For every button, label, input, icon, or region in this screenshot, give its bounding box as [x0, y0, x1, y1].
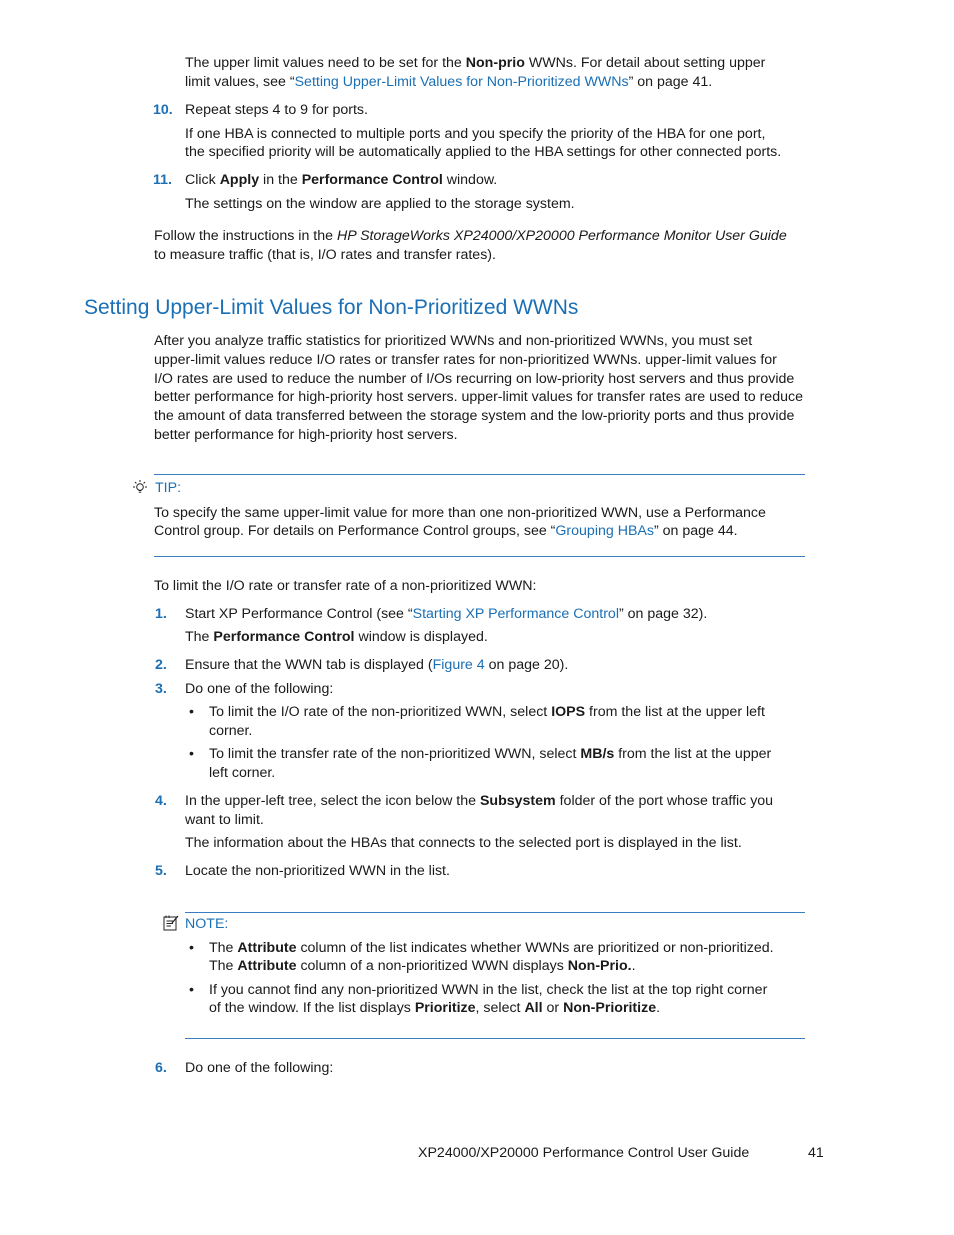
bold-term: MB/s [580, 746, 615, 762]
text: ” on page 32). [618, 606, 708, 622]
text: column of a non-prioritized WWN displays [296, 958, 568, 974]
text: . [631, 958, 636, 974]
text: window. [442, 172, 498, 188]
step-detail [185, 628, 488, 647]
bold-term: Non-Prio. [567, 958, 632, 974]
step-text: Locate the non-prioritized WWN in the list. [185, 863, 450, 879]
step-number: 6. [155, 1060, 167, 1076]
text: or [542, 1000, 564, 1016]
note-label: NOTE: [185, 916, 229, 932]
text: column of the list indicates whether WWNs are prioritized or non-prioritized. [296, 940, 774, 956]
text: The upper limit values need to be set for the [185, 55, 466, 71]
text: ” on page 41. [628, 74, 713, 90]
note-bottom-rule [185, 1038, 805, 1039]
step-detail: The settings on the window are applied to the storage system. [185, 196, 575, 212]
continuation-line-1 [185, 54, 765, 73]
bold-term: Apply [219, 172, 260, 188]
bullet-text [209, 703, 765, 722]
note-top-rule [185, 912, 805, 913]
bold-term: Performance Control [213, 629, 355, 645]
text: The [209, 958, 238, 974]
page-number: 41 [808, 1145, 824, 1161]
bold-term: Non-prio [465, 55, 525, 71]
bold-term: Prioritize [414, 1000, 476, 1016]
notepad-icon [162, 914, 180, 932]
step-text [185, 792, 773, 811]
step-text: Repeat steps 4 to 9 for ports. [185, 102, 368, 118]
bold-term: Performance Control [301, 172, 443, 188]
step-number: 10. [153, 102, 173, 118]
text: Click [185, 172, 220, 188]
text: , select [475, 1000, 525, 1016]
intro-line: I/O rates are used to reduce the number of I/Os recurring on low-priority host servers and thus provide [154, 371, 795, 387]
intro-line: the amount of data transferred between the storage system and the low-priority ports and thus provide [154, 408, 795, 424]
figure-link[interactable]: Figure 4 [432, 657, 485, 673]
step-detail: If one HBA is connected to multiple ports and you specify the priority of the HBA for one port, [185, 126, 766, 142]
bullet-text: corner. [209, 723, 253, 739]
bold-term: All [524, 1000, 543, 1016]
step-number: 2. [155, 657, 167, 673]
note-bullet-text [209, 939, 774, 958]
intro-line: better performance for high-priority host servers. [154, 427, 458, 443]
note-bullet-text [209, 999, 660, 1018]
intro-line: After you analyze traffic statistics for prioritized WWNs and non-prioritized WWNs, you must set [154, 333, 753, 349]
text: The [209, 940, 238, 956]
tip-text-line-2 [154, 522, 738, 541]
cross-reference-link[interactable]: Starting XP Performance Control [412, 606, 619, 622]
step-number: 1. [155, 606, 167, 622]
step-detail: the specified priority will be automatically applied to the HBA settings for other connected ports. [185, 144, 782, 160]
step-text [185, 605, 707, 624]
section-heading: Setting Upper-Limit Values for Non-Prioritized WWNs [84, 296, 579, 319]
text: on page 20). [484, 657, 569, 673]
step-number: 4. [155, 793, 167, 809]
note-bullet-text [209, 957, 636, 976]
bullet-text: left corner. [209, 765, 276, 781]
bullet-text [209, 745, 771, 764]
text: To limit the transfer rate of the non-prioritized WWN, select [209, 746, 581, 762]
bold-term: Attribute [237, 940, 297, 956]
text: Follow the instructions in the [154, 228, 337, 244]
step-text: want to limit. [185, 812, 264, 828]
step-number: 3. [155, 681, 167, 697]
text: window is displayed. [354, 629, 488, 645]
step-text [185, 656, 568, 675]
follow-paragraph-line-2: to measure traffic (that is, I/O rates and transfer rates). [154, 247, 496, 263]
intro-line: upper-limit values reduce I/O rates or transfer rates for non-prioritized WWNs. upper-limit values for [154, 352, 777, 368]
step-text: Do one of the following: [185, 1060, 334, 1076]
text: Start XP Performance Control (see “ [185, 606, 413, 622]
note-bullet-text: If you cannot find any non-prioritized WWN in the list, check the list at the top right corner [209, 982, 768, 998]
text: The [185, 629, 214, 645]
cross-reference-link[interactable]: Setting Upper-Limit Values for Non-Prioritized WWNs [294, 74, 629, 90]
bullet: • [189, 746, 194, 762]
guide-title: HP StorageWorks XP24000/XP20000 Performance Monitor User Guide [336, 228, 787, 244]
continuation-line-2 [185, 73, 712, 92]
text: In the upper-left tree, select the icon below the [185, 793, 480, 809]
bullet: • [189, 704, 194, 720]
lightbulb-icon [131, 479, 149, 497]
step-text: Do one of the following: [185, 681, 334, 697]
tip-bottom-rule [154, 556, 805, 557]
text: from the list at the upper left [585, 704, 765, 720]
tip-text-line-1: To specify the same upper-limit value for more than one non-prioritized WWN, use a Performance [154, 505, 766, 521]
step-detail: The information about the HBAs that connects to the selected port is displayed in the list. [185, 835, 742, 851]
bold-term: IOPS [551, 704, 586, 720]
text: from the list at the upper [614, 746, 772, 762]
footer-guide-title: XP24000/XP20000 Performance Control User Guide [418, 1145, 750, 1161]
cross-reference-link[interactable]: Grouping HBAs [555, 523, 654, 539]
step-number: 11. [153, 172, 172, 188]
step-text [185, 171, 497, 190]
bullet: • [189, 940, 194, 956]
bullet: • [189, 982, 194, 998]
text: in the [259, 172, 302, 188]
follow-paragraph-line-1 [154, 227, 787, 246]
bold-term: Non-Prioritize [563, 1000, 657, 1016]
text: To limit the I/O rate of the non-prioritized WWN, select [209, 704, 552, 720]
text: limit values, see “ [185, 74, 295, 90]
intro-line: better performance for high-priority host servers. upper-limit values for transfer rates are used to reduce [154, 389, 803, 405]
text: Ensure that the WWN tab is displayed ( [185, 657, 433, 673]
tip-label: TIP: [155, 480, 182, 496]
step-number: 5. [155, 863, 167, 879]
text: of the window. If the list displays [209, 1000, 415, 1016]
text: WWNs. For detail about setting upper [524, 55, 766, 71]
bold-term: Attribute [237, 958, 297, 974]
bold-term: Subsystem [479, 793, 556, 809]
text: Control group. For details on Performance Control groups, see “ [154, 523, 556, 539]
text: ” on page 44. [653, 523, 738, 539]
text: . [656, 1000, 661, 1016]
procedure-lead: To limit the I/O rate or transfer rate of a non-prioritized WWN: [154, 578, 537, 594]
text: folder of the port whose traffic you [555, 793, 774, 809]
tip-top-rule [154, 474, 805, 475]
